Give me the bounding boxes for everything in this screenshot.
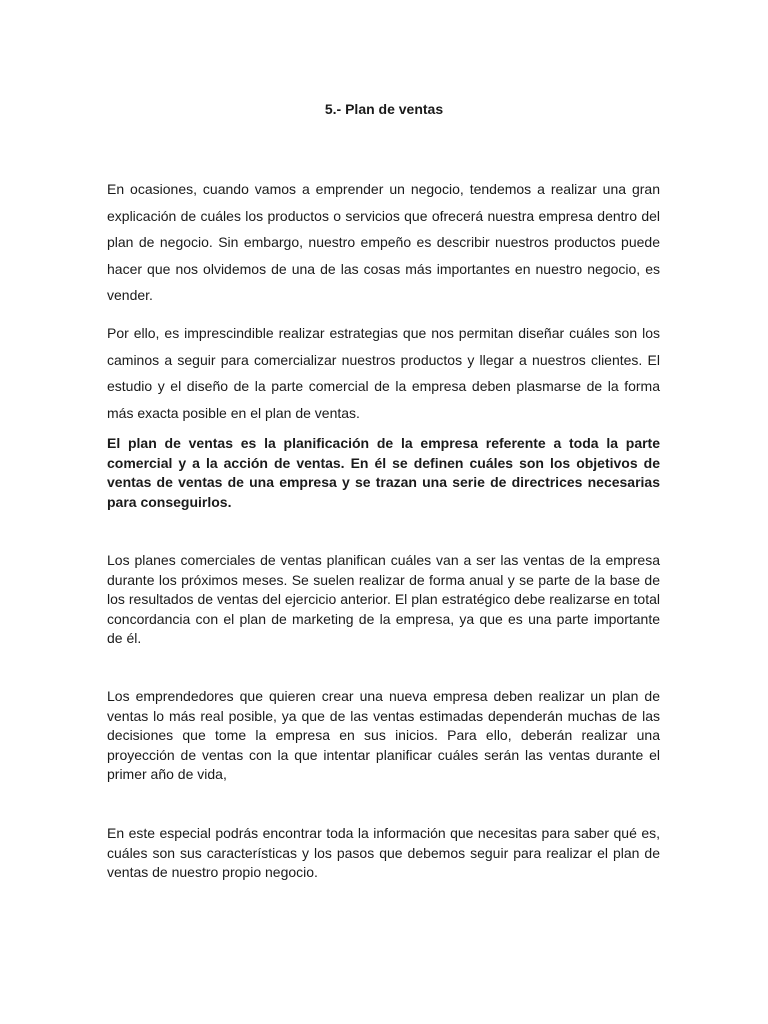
paragraph-commercial-plans: Los planes comerciales de ventas planifican cuáles van a ser las ventas de la empresa durante los próximos meses. Se suelen realizar de forma anual y se parte de la base de los resultados de ventas del ejercicio anterior. El plan estratégico debe realizarse en total concordancia con el plan de marketing de la empresa, ya que es una parte importante de él. — [107, 552, 660, 646]
paragraph-entrepreneurs: Los emprendedores que quieren crear una nueva empresa deben realizar un plan de ventas lo más real posible, ya que de las ventas estimadas dependerán muchas de las decisiones que tome la empresa en sus inicios. Para ello, deberán realizar una proyección de ventas con la que intentar planificar cuáles serán las ventas durante el primer año de vida, — [107, 688, 660, 782]
paragraph-definition: El plan de ventas es la planificación de la empresa referente a toda la parte comercial y a la acción de ventas. En él se definen cuáles son los objetivos de ventas de ventas de una empresa y se trazan una serie de directrices necesarias para conseguirlos. — [107, 435, 660, 510]
paragraph-intro: En ocasiones, cuando vamos a emprender un negocio, tendemos a realizar una gran explicación de cuáles los productos o servicios que ofrecerá nuestra empresa dentro del plan de negocio. Sin embargo, nuestro empeño es describir nuestros productos puede hacer que nos olvidemos de una de las cosas más importantes en nuestro negocio, es vender. — [107, 181, 660, 303]
page-title: 5.- Plan de ventas — [324, 101, 444, 117]
paragraph-special: En este especial podrás encontrar toda la información que necesitas para saber qué es, cuáles son sus características y los pasos que debemos seguir para realizar el plan de ventas de nuestro propio negocio. — [107, 825, 660, 880]
paragraph-strategies: Por ello, es imprescindible realizar estrategias que nos permitan diseñar cuáles son los caminos a seguir para comercializar nuestros productos y llegar a nuestros clientes. El estudio y el diseño de la parte comercial de la empresa deben plasmarse de la forma más exacta posible en el plan de ventas. — [107, 325, 660, 421]
